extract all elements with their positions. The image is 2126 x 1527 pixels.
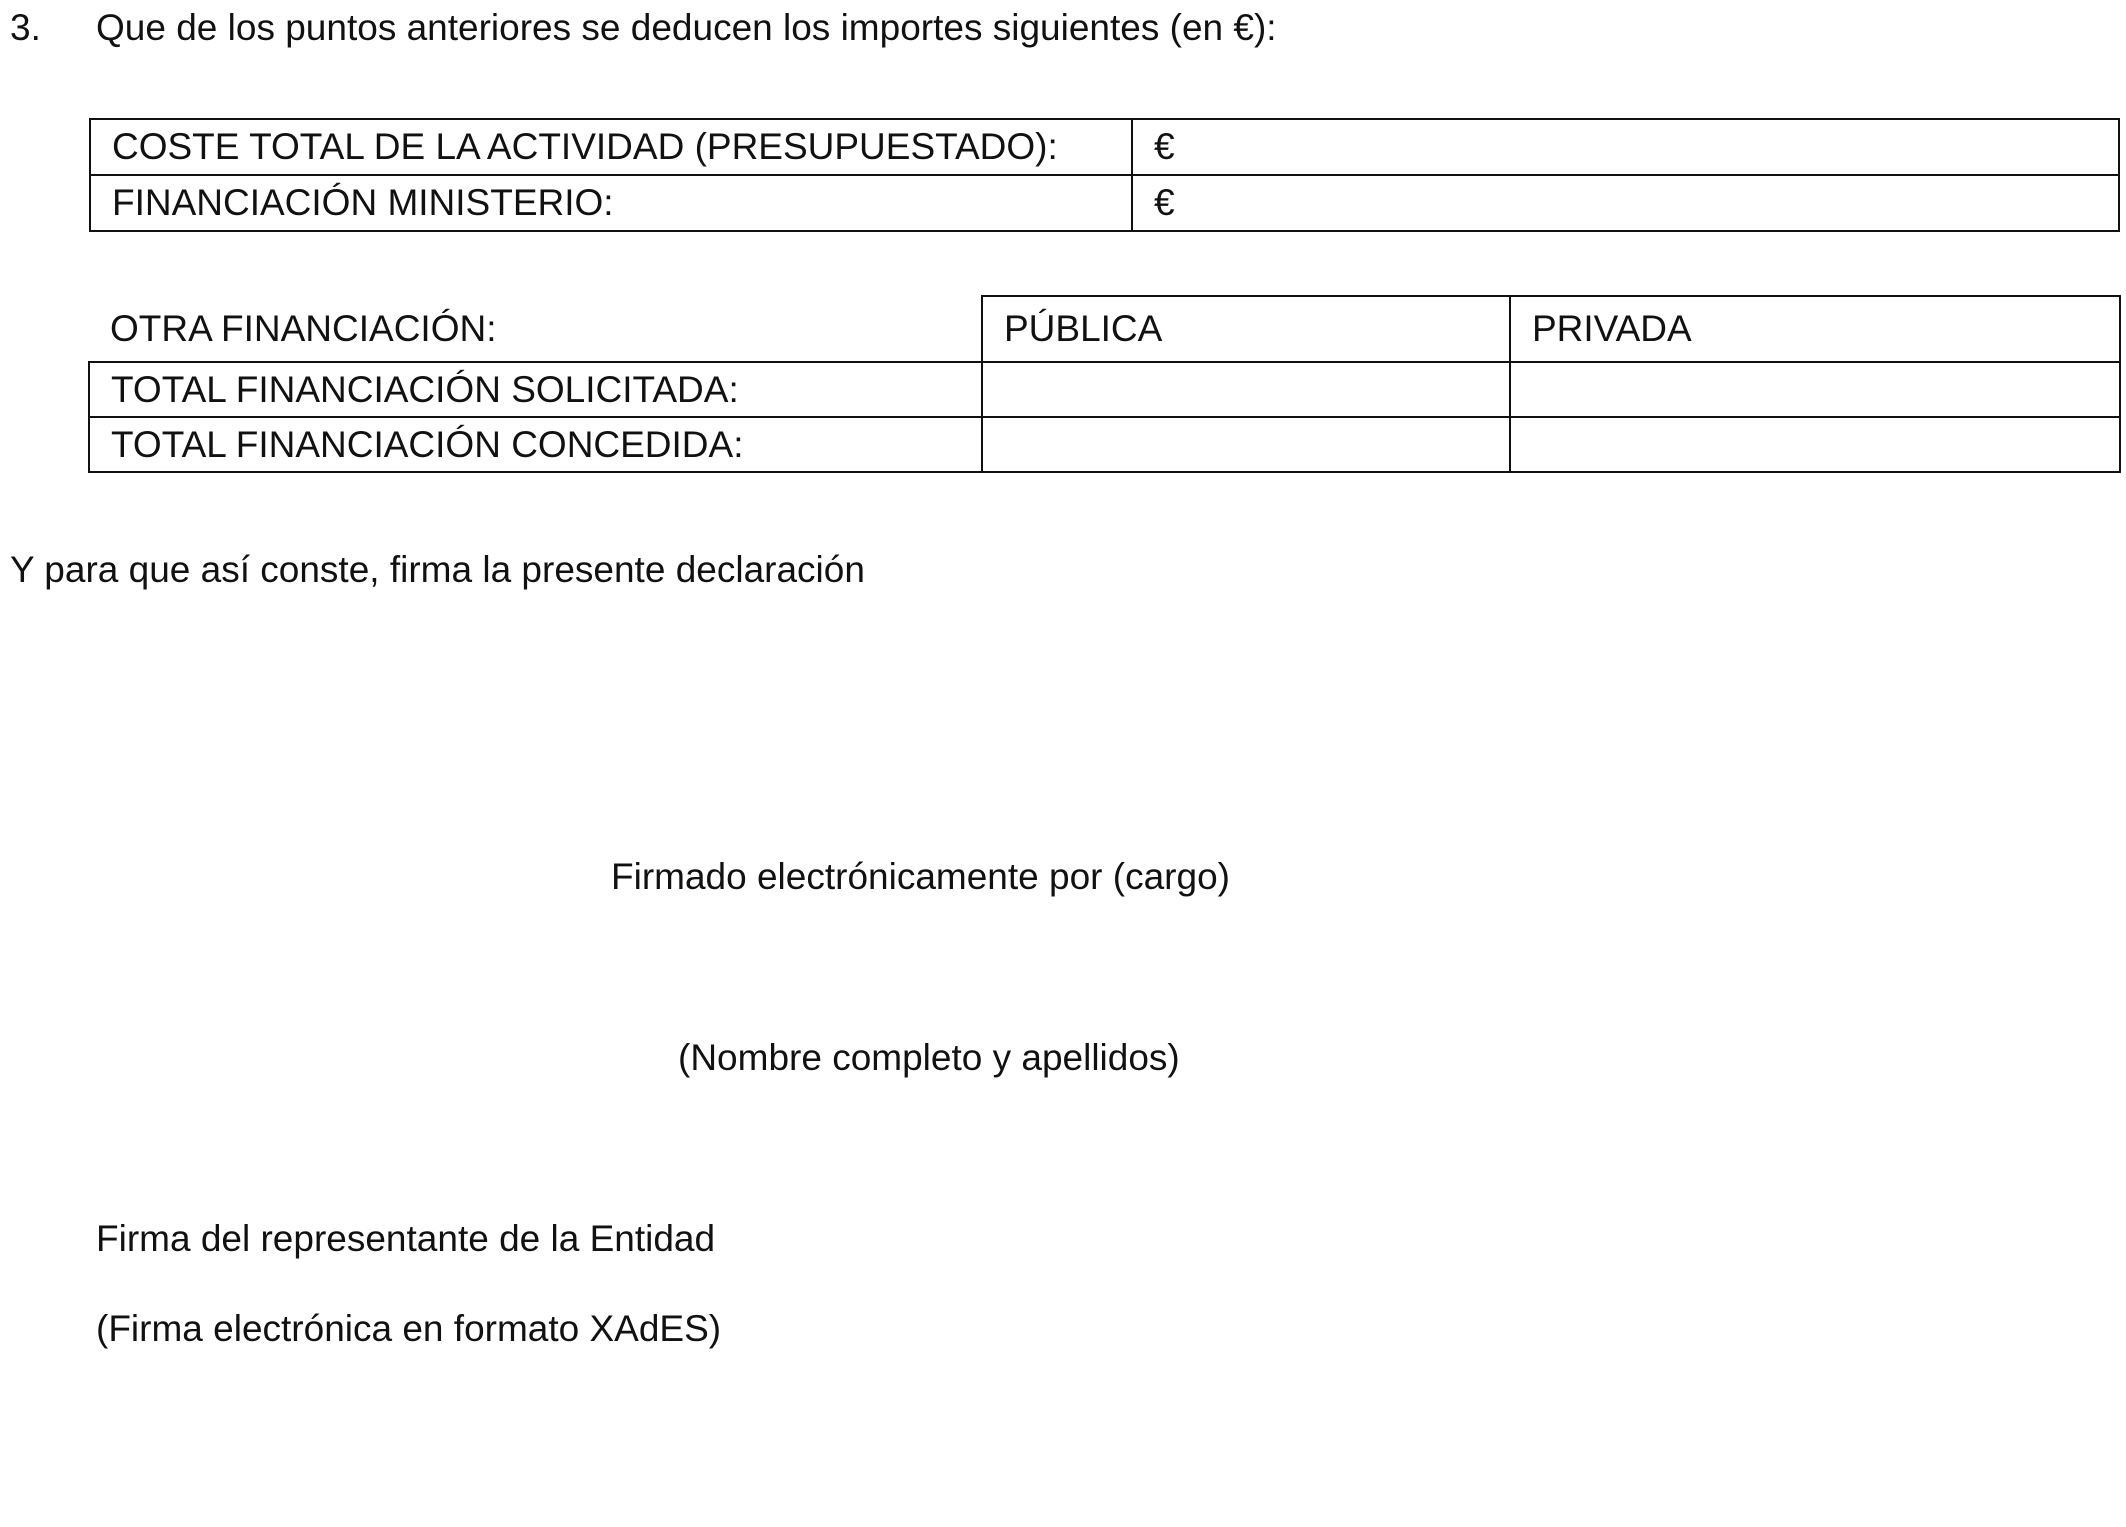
granted-funding-privada[interactable] (1510, 417, 2120, 472)
table-row (89, 417, 2120, 472)
requested-funding-publica[interactable] (982, 362, 1510, 417)
table-row (89, 362, 2120, 417)
requested-funding-privada[interactable] (1510, 362, 2120, 417)
total-cost-value[interactable]: € (1132, 119, 2119, 175)
ministry-funding-label: FINANCIACIÓN MINISTERIO: (90, 175, 1132, 231)
table-row (90, 119, 2119, 175)
column-header-publica: PÚBLICA (982, 296, 1510, 362)
ministry-funding-value[interactable]: € (1132, 175, 2119, 231)
signature-format-note: (Firma electrónica en formato XAdES) (96, 1308, 722, 1349)
granted-funding-publica[interactable] (982, 417, 1510, 472)
closing-statement: Y para que así conste, firma la presente declaración (10, 549, 865, 590)
full-name-text: (Nombre completo y apellidos) (678, 1037, 1180, 1078)
total-cost-label: COSTE TOTAL DE LA ACTIVIDAD (PRESUPUESTADO): (90, 119, 1132, 175)
table-row (90, 175, 2119, 231)
granted-funding-label: TOTAL FINANCIACIÓN CONCEDIDA: (89, 417, 982, 472)
signed-by-text: Firmado electrónicamente por (cargo) (611, 856, 1230, 897)
table-header-row (89, 296, 2120, 362)
section-heading: Que de los puntos anteriores se deducen los importes siguientes (en €): (96, 7, 1277, 48)
requested-funding-label: TOTAL FINANCIACIÓN SOLICITADA: (89, 362, 982, 417)
other-financing-table (88, 295, 2121, 473)
other-financing-label: OTRA FINANCIACIÓN: (89, 296, 982, 362)
column-header-privada: PRIVADA (1510, 296, 2120, 362)
costs-table (89, 118, 2120, 232)
section-number: 3. (10, 7, 41, 48)
representative-signature-label: Firma del representante de la Entidad (96, 1218, 716, 1259)
